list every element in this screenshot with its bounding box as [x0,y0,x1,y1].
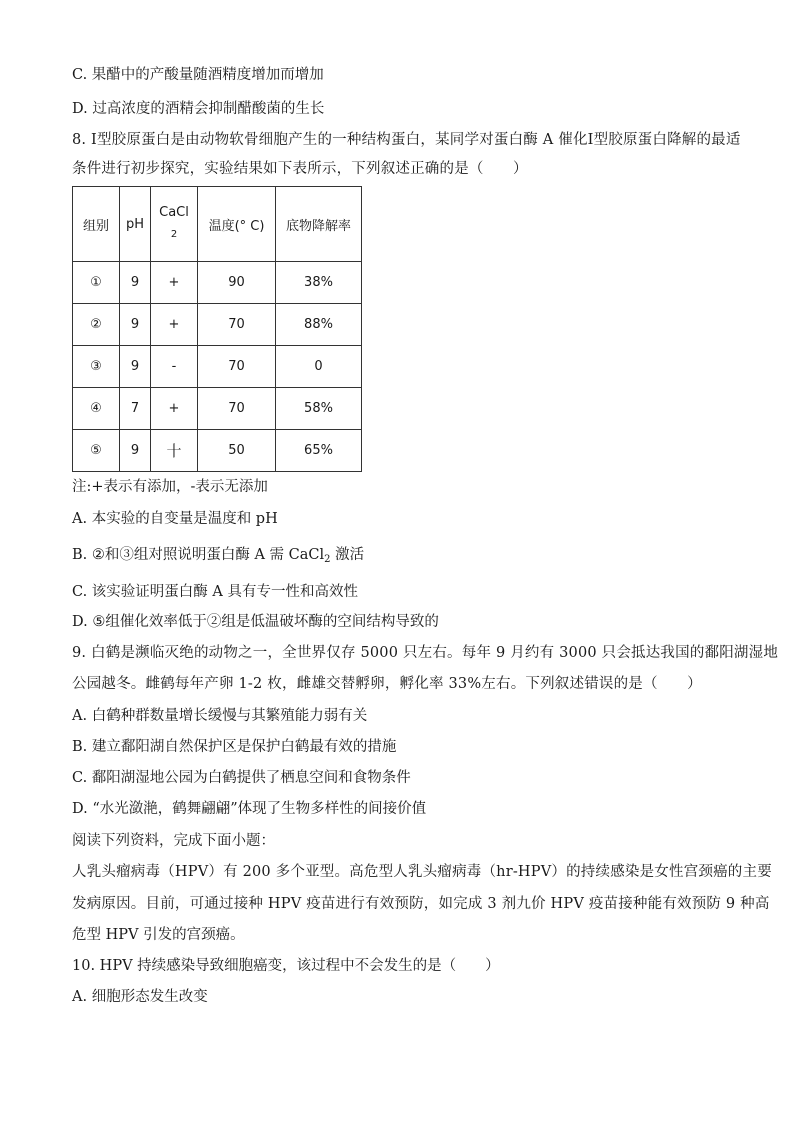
header-ph: pH [120,187,151,262]
header-cacl2-text: CaCl [159,205,189,220]
q9-stem-line2: 公园越冬。雌鹤每年产卵 1-2 枚，雌雄交替孵卵，孵化率 33%左右。下列叙述错误的是（ ） [72,676,702,692]
q10-stem: 10. HPV 持续感染导致细胞癌变，该过程中不会发生的是（ ） [72,958,500,974]
reading-paragraph-line3: 危型 HPV 引发的宫颈癌。 [72,927,245,943]
cell-group: ① [73,262,120,304]
header-degradation-rate: 底物降解率 [276,187,362,262]
cell-cacl2: + [151,262,198,304]
cell-temperature: 70 [198,346,276,388]
q9-option-a: A. 白鹤种群数量增长缓慢与其繁殖能力弱有关 [72,708,368,724]
cell-ph: 9 [120,304,151,346]
cell-cacl2: 十 [151,430,198,472]
q8-option-c: C. 该实验证明蛋白酶 A 具有专一性和高效性 [72,584,358,600]
cell-cacl2: + [151,304,198,346]
header-group: 组别 [73,187,120,262]
q8-option-b [72,546,364,566]
cell-group: ④ [73,388,120,430]
q8-option-b-formula: CaCl [288,547,325,563]
q9-option-d: D. “水光潋滟，鹤舞翩翩”体现了生物多样性的间接价值 [72,801,427,817]
cell-temperature: 50 [198,430,276,472]
table-header-row [73,187,362,262]
q8-stem-line1: 8. Ⅰ型胶原蛋白是由动物软骨细胞产生的一种结构蛋白，某同学对蛋白酶 A 催化Ⅰ型胶原蛋白降解的最适 [72,132,741,148]
cell-group: ③ [73,346,120,388]
q7-option-d: D. 过高浓度的酒精会抑制醋酸菌的生长 [72,101,325,117]
experiment-table [72,186,362,472]
cell-ph: 9 [120,262,151,304]
q8-option-d: D. ⑤组催化效率低于②组是低温破坏酶的空间结构导致的 [72,614,439,630]
cell-temperature: 70 [198,304,276,346]
cell-rate: 0 [276,346,362,388]
cell-ph: 9 [120,346,151,388]
q7-option-c: C. 果醋中的产酸量随酒精度增加而增加 [72,67,324,83]
header-cacl2-subscript: 2 [170,229,178,240]
cell-temperature: 70 [198,388,276,430]
q8-stem-line2: 条件进行初步探究，实验结果如下表所示，下列叙述正确的是（ ） [72,161,528,177]
table-row [73,262,362,304]
cell-rate: 65% [276,430,362,472]
header-cacl2 [151,187,198,262]
cell-rate: 88% [276,304,362,346]
q8-option-b-text: B. ②和③组对照说明蛋白酶 A 需 [72,547,289,563]
table-note: 注:+表示有添加，-表示无添加 [72,479,268,495]
q8-option-b-suffix: 激活 [330,547,365,563]
reading-intro: 阅读下列资料，完成下面小题： [72,833,275,849]
table-row [73,430,362,472]
cell-group: ② [73,304,120,346]
table-row [73,346,362,388]
q8-option-b-subscript: 2 [324,554,331,565]
cell-ph: 7 [120,388,151,430]
cell-group: ⑤ [73,430,120,472]
q9-stem-line1: 9. 白鹤是濒临灭绝的动物之一，全世界仅存 5000 只左右。每年 9 月约有 3000 只会抵达我国的鄱阳湖湿地 [72,645,779,661]
header-temperature: 温度(° C) [198,187,276,262]
cell-cacl2: + [151,388,198,430]
q10-option-a: A. 细胞形态发生改变 [72,989,208,1005]
cell-ph: 9 [120,430,151,472]
reading-paragraph-line1: 人乳头瘤病毒（HPV）有 200 多个亚型。高危型人乳头瘤病毒（hr-HPV）的持续感染是女性宫颈癌的主要 [72,864,772,880]
reading-paragraph-line2: 发病原因。目前，可通过接种 HPV 疫苗进行有效预防，如完成 3 剂九价 HPV 疫苗接种能有效预防 9 种高 [72,896,770,912]
q9-option-b: B. 建立鄱阳湖自然保护区是保护白鹤最有效的措施 [72,739,397,755]
q9-option-c: C. 鄱阳湖湿地公园为白鹤提供了栖息空间和食物条件 [72,770,411,786]
table-row [73,304,362,346]
cell-rate: 58% [276,388,362,430]
cell-rate: 38% [276,262,362,304]
cell-cacl2: - [151,346,198,388]
table-row [73,388,362,430]
cell-temperature: 90 [198,262,276,304]
q8-option-a: A. 本实验的自变量是温度和 pH [72,511,278,527]
